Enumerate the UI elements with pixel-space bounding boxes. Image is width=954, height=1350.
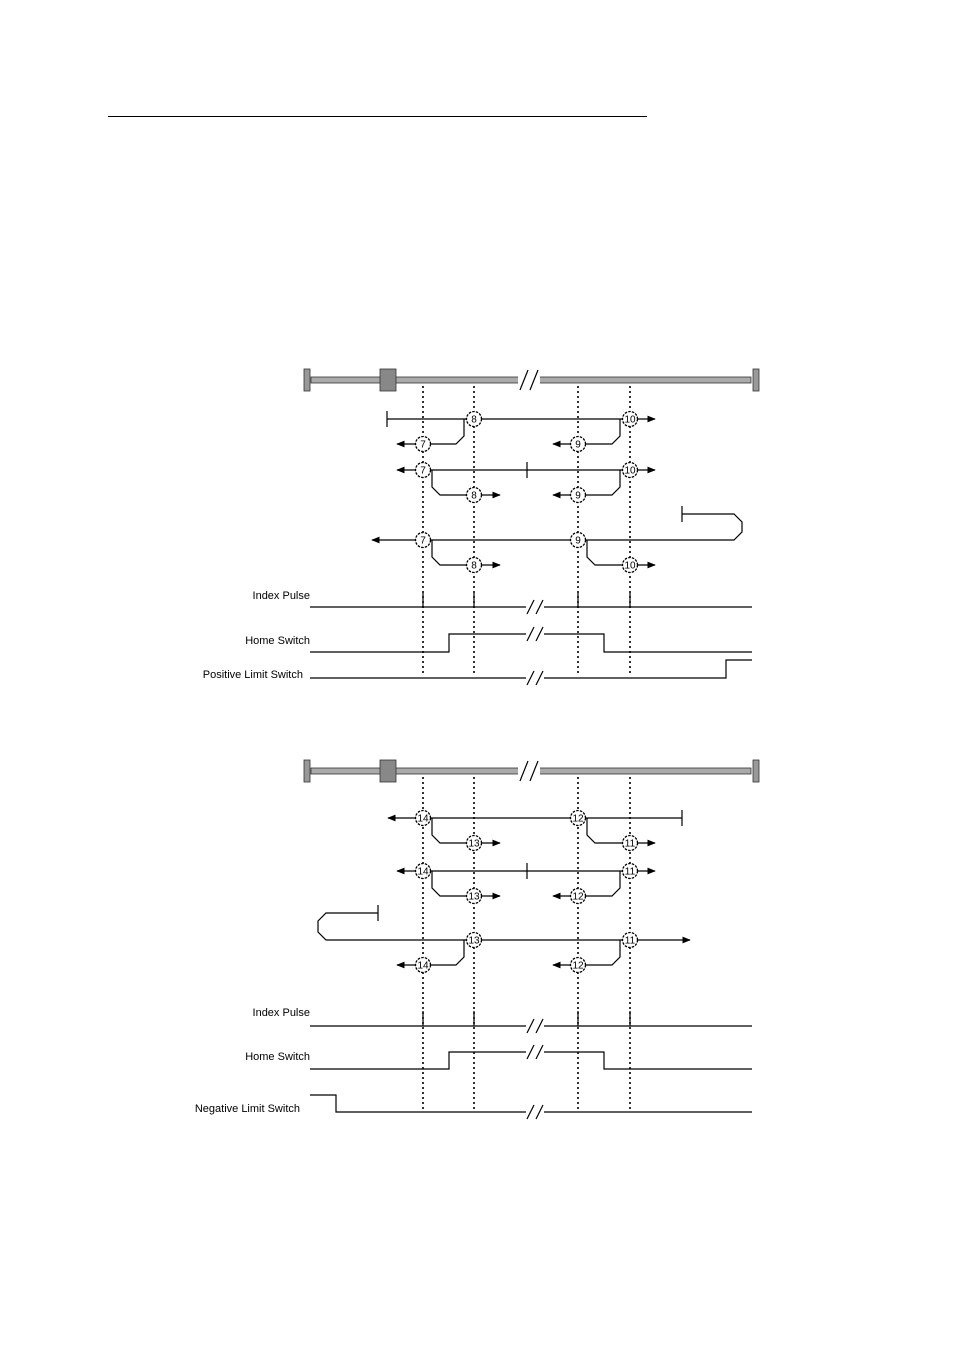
step-marker [416, 864, 431, 879]
svg-text:11: 11 [624, 935, 636, 947]
axis-track-top [304, 369, 759, 391]
svg-text:14: 14 [417, 960, 429, 972]
step-marker [571, 533, 586, 548]
step-marker [416, 463, 431, 478]
svg-text:8: 8 [471, 414, 477, 426]
svg-text:11: 11 [624, 838, 636, 850]
svg-text:14: 14 [417, 813, 429, 825]
svg-text:7: 7 [420, 465, 426, 477]
svg-text:Positive Limit Switch: Positive Limit Switch [202, 669, 303, 681]
svg-text:7: 7 [420, 439, 426, 451]
svg-text:Negative Limit Switch: Negative Limit Switch [194, 1103, 300, 1115]
step-marker [623, 864, 638, 879]
signal-positive-limit-switch [203, 660, 752, 685]
signal-home-switch-bottom [245, 1045, 752, 1069]
svg-text:9: 9 [575, 535, 581, 547]
step-marker [623, 412, 638, 427]
step-marker [623, 558, 638, 573]
svg-text:Index Pulse: Index Pulse [252, 1007, 310, 1019]
step-marker [467, 933, 482, 948]
step-marker [467, 488, 482, 503]
svg-text:13: 13 [468, 838, 480, 850]
signal-index-pulse-top [253, 590, 752, 614]
path-row-4 [388, 810, 682, 843]
path-row-2 [397, 462, 655, 495]
step-marker [623, 463, 638, 478]
step-marker [571, 958, 586, 973]
diagram-bottom [195, 760, 759, 1119]
carriage-block [380, 369, 396, 391]
step-marker [416, 811, 431, 826]
carriage-block [380, 760, 396, 782]
step-marker [416, 533, 431, 548]
step-marker [571, 488, 586, 503]
diagram-top [203, 369, 759, 685]
step-marker [623, 836, 638, 851]
step-marker [623, 933, 638, 948]
svg-text:Home Switch: Home Switch [245, 635, 310, 647]
step-marker [467, 836, 482, 851]
step-marker [416, 437, 431, 452]
svg-text:7: 7 [420, 535, 426, 547]
step-marker [571, 889, 586, 904]
svg-text:12: 12 [572, 813, 584, 825]
svg-text:10: 10 [624, 560, 636, 572]
svg-text:8: 8 [471, 490, 477, 502]
step-marker [467, 889, 482, 904]
svg-text:13: 13 [468, 935, 480, 947]
step-marker [571, 437, 586, 452]
svg-text:13: 13 [468, 891, 480, 903]
signal-index-pulse-bottom [253, 1007, 752, 1033]
step-marker [467, 412, 482, 427]
step-marker [467, 558, 482, 573]
svg-text:12: 12 [572, 891, 584, 903]
svg-text:9: 9 [575, 490, 581, 502]
step-marker [571, 811, 586, 826]
svg-text:10: 10 [624, 465, 636, 477]
step-marker [416, 958, 431, 973]
svg-text:Index Pulse: Index Pulse [252, 590, 310, 602]
svg-text:9: 9 [575, 439, 581, 451]
svg-text:11: 11 [624, 866, 636, 878]
path-row-5 [397, 863, 655, 896]
svg-text:14: 14 [417, 866, 429, 878]
signal-home-switch-top [245, 627, 752, 652]
svg-text:10: 10 [624, 414, 636, 426]
svg-text:Home Switch: Home Switch [245, 1051, 310, 1063]
svg-text:12: 12 [572, 960, 584, 972]
axis-track-bottom [304, 760, 759, 782]
svg-text:8: 8 [471, 560, 477, 572]
dotted-guides-bottom [423, 777, 630, 1112]
